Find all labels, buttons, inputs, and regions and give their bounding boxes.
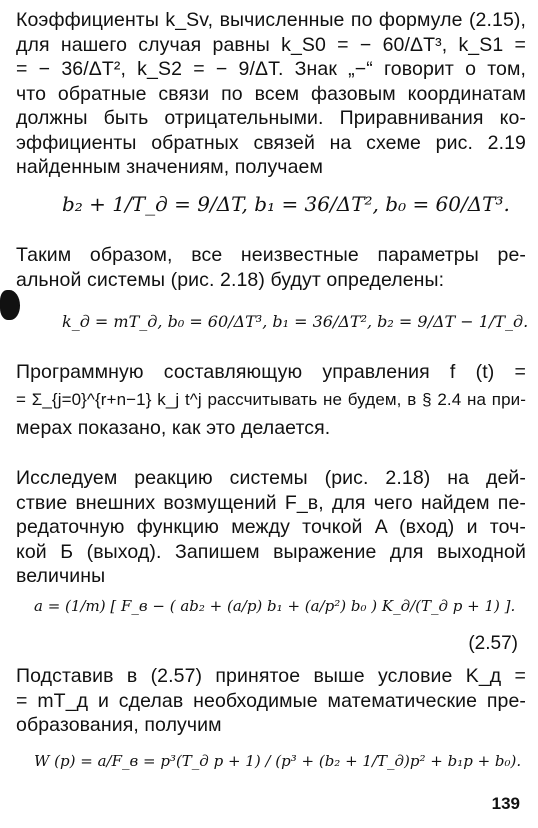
text-line: найденным значениям, получаем <box>16 156 323 178</box>
text-line: альной системы (рис. 2.18) будут определены: <box>16 268 445 291</box>
paragraph-5 <box>16 664 526 738</box>
text-line: величины <box>16 565 106 587</box>
text-line: Таким образом, все неизвестные параметры ре- <box>16 244 526 266</box>
text-line: для нашего случая равны k_S0 = − 60/ΔT³, k_S1 = <box>16 33 526 56</box>
ink-blot <box>0 290 20 320</box>
text-line: = Σ_{j=0}^{r+n−1} k_j t^j рассчитывать не будем, в § 2.4 на при- <box>16 390 526 409</box>
text-line: Коэффициенты k_Sv, вычисленные по формуле (2.15), <box>16 9 526 31</box>
text-line: Подставив в (2.57) принятое выше условие K_д = <box>16 665 526 687</box>
text-line: редаточную функцию между точкой A (вход) и точ- <box>16 516 526 538</box>
text-line: что обратные связи по всем фазовым координатам <box>16 82 526 105</box>
paragraph-2 <box>16 243 526 292</box>
formula-output-value: a = (1/m) [ F_в − ( ab₂ + (a/p) b₁ + (a/p²) b₀ ) K_д/(T_д p + 1) ]. <box>34 597 516 615</box>
text-line: ствие внешних возмущений F_в, для чего найдем пе- <box>16 491 526 514</box>
formula-transfer-function: W (p) = a/F_в = p³(T_д p + 1) / (p³ + (b₂ + 1/T_д)p² + b₁p + b₀). <box>34 752 522 770</box>
equation-number: (2.57) <box>468 633 518 654</box>
formula-feedback-coefficients: b₂ + 1/T_д = 9/ΔT, b₁ = 36/ΔT², b₀ = 60/ΔT³. <box>62 192 510 216</box>
text-line: должны быть отрицательными. Приравнивания ко- <box>16 107 526 129</box>
paragraph-1 <box>16 8 526 180</box>
text-line: эффициенты обратных связей на схеме рис. 2.19 <box>16 131 526 154</box>
text-line: Программную составляющую управления f (t) = <box>16 361 526 383</box>
text-line: кой Б (выход). Запишем выражение для выходной <box>16 540 526 563</box>
page-number: 139 <box>491 794 520 813</box>
text-line: образования, получим <box>16 714 222 736</box>
paragraph-4 <box>16 466 526 589</box>
text-line: Исследуем реакцию системы (рис. 2.18) на дей- <box>16 467 526 489</box>
text-line: = − 36/ΔT², k_S2 = − 9/ΔT. Знак „−“ говорит о том, <box>16 58 526 80</box>
text-line: = mT_д и сделав необходимые математические пре- <box>16 689 526 712</box>
text-line: мерах показано, как это делается. <box>16 417 331 439</box>
paragraph-3 <box>16 358 526 442</box>
formula-system-parameters: k_д = mT_д, b₀ = 60/ΔT³, b₁ = 36/ΔT², b₂ = 9/ΔT − 1/T_д. <box>62 312 529 331</box>
